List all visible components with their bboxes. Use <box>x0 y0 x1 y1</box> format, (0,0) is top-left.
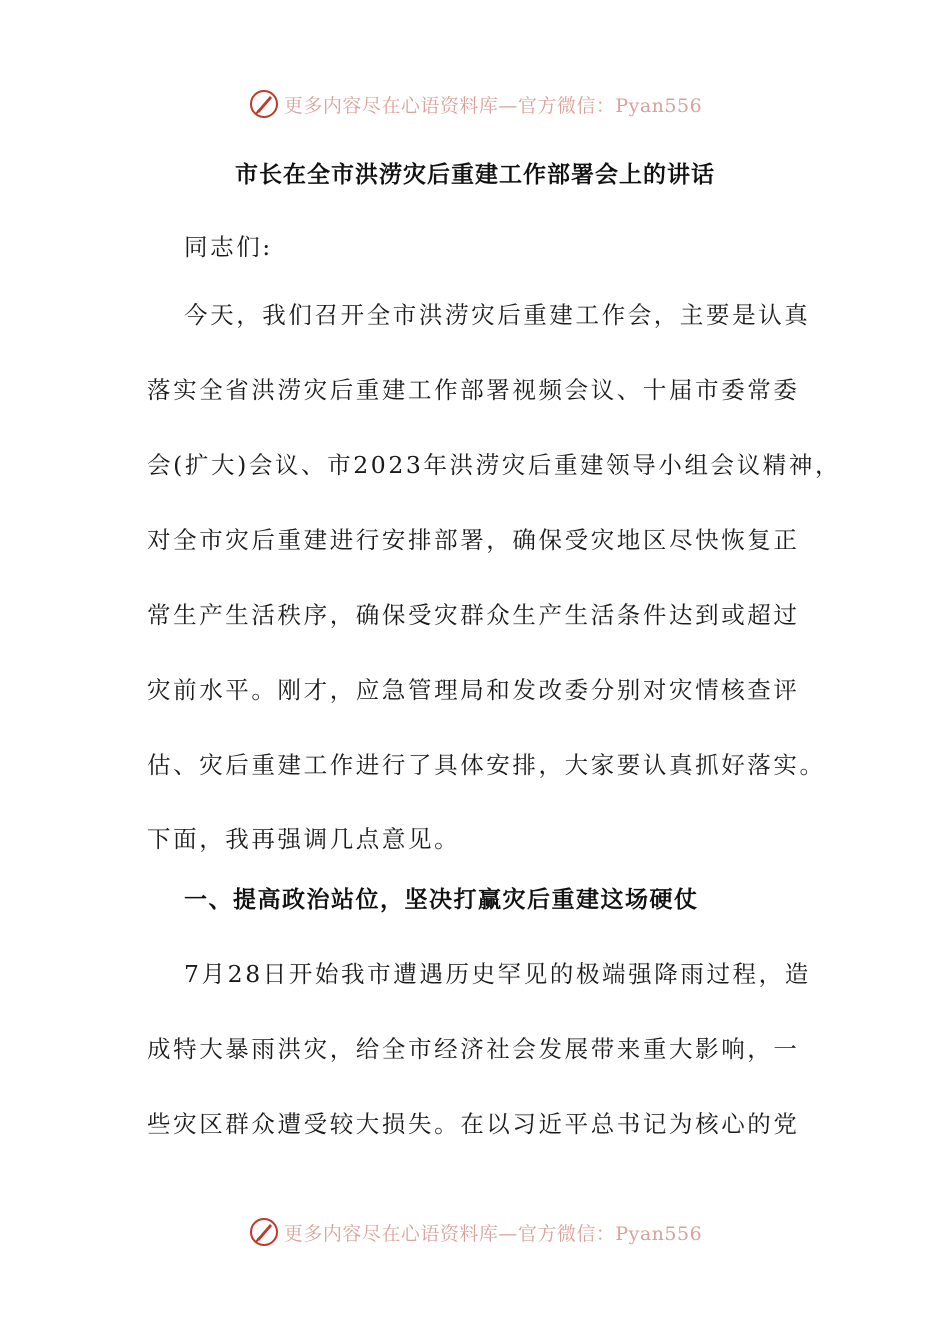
quill-logo-icon <box>248 1216 280 1248</box>
paragraph-line: 会(扩大)会议、市2023年洪涝灾后重建领导小组会议精神， <box>147 451 842 479</box>
quill-logo-icon <box>248 88 280 120</box>
watermark-text: 更多内容尽在心语资料库—官方微信：Pyan556 <box>283 94 703 117</box>
paragraph-line: 今天，我们召开全市洪涝灾后重建工作会，主要是认真 <box>184 301 811 329</box>
paragraph-line: 下面，我再强调几点意见。 <box>147 825 461 853</box>
document-title: 市长在全市洪涝灾后重建工作部署会上的讲话 <box>235 162 715 188</box>
watermark-text: 更多内容尽在心语资料库—官方微信：Pyan556 <box>283 1222 703 1245</box>
section-heading: 一、提高政治站位，坚决打赢灾后重建这场硬仗 <box>184 887 699 913</box>
salutation: 同志们: <box>184 233 273 261</box>
footer-watermark-banner <box>0 1212 950 1252</box>
paragraph-line: 常生产生活秩序，确保受灾群众生产生活条件达到或超过 <box>147 601 800 629</box>
paragraph-line: 落实全省洪涝灾后重建工作部署视频会议、十届市委常委 <box>147 376 800 404</box>
paragraph-line: 些灾区群众遭受较大损失。在以习近平总书记为核心的党 <box>147 1110 800 1138</box>
paragraph-line: 7月28日开始我市遭遇历史罕见的极端强降雨过程，造 <box>184 960 811 988</box>
header-watermark-banner <box>0 84 950 124</box>
paragraph-line: 成特大暴雨洪灾，给全市经济社会发展带来重大影响，一 <box>147 1035 800 1063</box>
paragraph-line: 对全市灾后重建进行安排部署，确保受灾地区尽快恢复正 <box>147 526 800 554</box>
paragraph-line: 灾前水平。刚才，应急管理局和发改委分别对灾情核查评 <box>147 676 800 704</box>
paragraph-line: 估、灾后重建工作进行了具体安排，大家要认真抓好落实。 <box>147 751 826 779</box>
